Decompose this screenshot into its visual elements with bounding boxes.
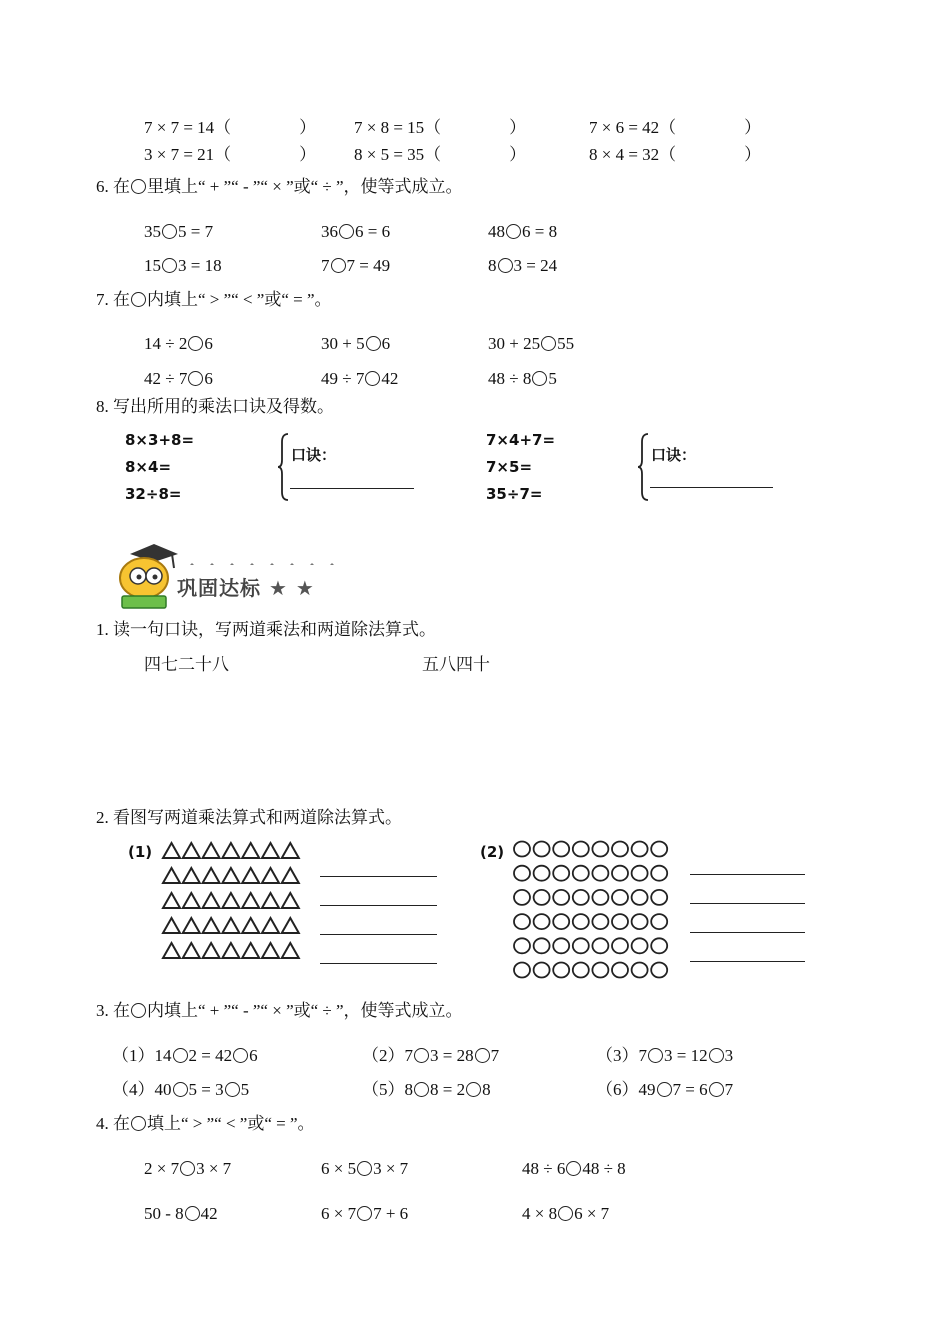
triangle-shape: [262, 843, 279, 858]
answer-line[interactable]: [690, 961, 805, 962]
circle-shape: [573, 963, 589, 978]
circle-shape: [632, 938, 648, 953]
circle-blank[interactable]: [506, 224, 521, 239]
s4-item: 48 ÷ 6 48 ÷ 8: [522, 1159, 626, 1178]
circle-blank[interactable]: [414, 1048, 429, 1063]
q6-item: 35 5 = 7: [144, 222, 214, 241]
triangle-shape: [242, 843, 259, 858]
circle-shape: [612, 914, 628, 929]
q6-item: 7 7 = 49: [321, 256, 391, 275]
circle-icon: [131, 292, 146, 307]
triangle-shape: [282, 918, 299, 933]
circle-shape: [632, 866, 648, 881]
triangle-shape: [163, 893, 180, 908]
circle-blank[interactable]: [466, 1082, 481, 1097]
q7-item: 48 ÷ 8 5: [488, 369, 557, 388]
dots-decoration: [182, 563, 342, 565]
answer-line[interactable]: [650, 487, 773, 488]
triangle-shape: [222, 843, 239, 858]
section-banner: 巩固达标 ★ ★: [177, 576, 315, 600]
triangle-shape: [203, 918, 220, 933]
section-2-title: 2. 看图写两道乘法算式和两道除法算式。: [96, 808, 402, 827]
answer-line[interactable]: [320, 905, 437, 906]
circle-shape: [534, 866, 550, 881]
circle-shape: [534, 963, 550, 978]
koujue-label: 口诀：: [651, 446, 697, 464]
triangle-shape: [222, 943, 239, 958]
koujue-label: 口诀：: [291, 446, 337, 464]
brace-icon: [276, 432, 292, 502]
circle-blank[interactable]: [233, 1048, 248, 1063]
triangle-shape: [183, 868, 200, 883]
triangle-shape: [262, 943, 279, 958]
circle-shape: [651, 914, 667, 929]
q7-item: 30 + 5 6: [321, 334, 391, 353]
circle-shape: [612, 866, 628, 881]
circle-shape: [553, 866, 569, 881]
circle-shape: [514, 914, 530, 929]
circle-shape: [553, 890, 569, 905]
circle-shape: [632, 963, 648, 978]
circle-shape: [514, 938, 530, 953]
circle-blank[interactable]: [365, 371, 380, 386]
triangle-shape: [183, 943, 200, 958]
equation-check-2: 7 × 8 = 15（ ）: [354, 118, 527, 137]
circle-shape: [612, 963, 628, 978]
mascot-icon: [110, 540, 180, 614]
triangle-shape: [262, 918, 279, 933]
circle-blank[interactable]: [475, 1048, 490, 1063]
circle-shape: [632, 914, 648, 929]
triangle-shape: [222, 893, 239, 908]
triangle-shape: [222, 918, 239, 933]
section-3-title: 3. 在 内填上“ + ”“ - ”“ × ”或“ ÷ ”，使等式成立。: [96, 1001, 463, 1020]
answer-line[interactable]: [690, 874, 805, 875]
triangle-shape: [222, 868, 239, 883]
circle-shape: [534, 938, 550, 953]
circle-blank[interactable]: [162, 224, 177, 239]
circle-blank[interactable]: [185, 1206, 200, 1221]
triangle-shape: [262, 868, 279, 883]
circle-shape: [592, 890, 608, 905]
triangle-shape: [242, 943, 259, 958]
circle-blank[interactable]: [180, 1161, 195, 1176]
brace-icon: [636, 432, 652, 502]
q8-left-expr: 32÷8=: [125, 485, 182, 503]
triangle-shape: [183, 918, 200, 933]
circle-blank[interactable]: [558, 1206, 573, 1221]
question-6-title: 6. 在 里填上“ + ”“ - ”“ × ”或“ ÷ ”，使等式成立。: [96, 177, 463, 196]
circle-shape: [553, 963, 569, 978]
triangle-shape: [282, 893, 299, 908]
circle-shape: [573, 866, 589, 881]
circle-shape: [553, 914, 569, 929]
circle-shape: [553, 842, 569, 857]
q8-right-expr: 7×5=: [486, 458, 533, 476]
circle-blank[interactable]: [566, 1161, 581, 1176]
circle-blank[interactable]: [173, 1082, 188, 1097]
circle-blank[interactable]: [173, 1048, 188, 1063]
circle-shape: [651, 890, 667, 905]
equation-check-4: 3 × 7 = 21（ ）: [144, 145, 317, 164]
answer-line[interactable]: [320, 934, 437, 935]
equation-check-1: 7 × 7 = 14（ ）: [144, 118, 317, 137]
q6-item: 8 3 = 24: [488, 256, 558, 275]
triangle-shape: [242, 918, 259, 933]
q8-right-expr: 7×4+7=: [486, 431, 556, 449]
triangle-shape: [203, 893, 220, 908]
circle-shape: [573, 890, 589, 905]
figure-1-label: (1): [128, 843, 153, 861]
s3-item: （2）7 3 = 28 7: [362, 1046, 500, 1065]
s3-item: （1）14 2 = 42 6: [112, 1046, 258, 1065]
triangle-shape: [163, 868, 180, 883]
q7-item: 30 + 25 55: [488, 334, 575, 353]
triangle-shape: [282, 868, 299, 883]
equation-check-3: 7 × 6 = 42（ ）: [589, 118, 762, 137]
circle-shape: [612, 938, 628, 953]
s4-item: 6 × 5 3 × 7: [321, 1159, 409, 1178]
section-1-title: 1. 读一句口诀，写两道乘法和两道除法算式。: [96, 620, 436, 639]
triangle-shape: [262, 893, 279, 908]
koujue-b: 五八四十: [422, 655, 490, 674]
circle-blank[interactable]: [357, 1161, 372, 1176]
circle-shape: [651, 963, 667, 978]
circle-icon: [131, 1003, 146, 1018]
circle-icon: [131, 1116, 146, 1131]
triangle-shape: [242, 893, 259, 908]
circle-blank[interactable]: [648, 1048, 663, 1063]
triangle-shape: [163, 843, 180, 858]
circle-shape: [592, 938, 608, 953]
triangle-shape: [282, 943, 299, 958]
triangle-shape: [183, 843, 200, 858]
triangle-shape: [183, 893, 200, 908]
s4-item: 50 - 8 42: [144, 1204, 218, 1223]
circle-shape: [514, 842, 530, 857]
circle-shape: [592, 866, 608, 881]
circle-shape: [651, 842, 667, 857]
circle-blank[interactable]: [188, 336, 203, 351]
triangle-grid: [160, 840, 305, 968]
circle-blank[interactable]: [414, 1082, 429, 1097]
circle-blank[interactable]: [339, 224, 354, 239]
figure-2-label: (2): [480, 843, 505, 861]
answer-line[interactable]: [320, 876, 437, 877]
circle-shape: [651, 866, 667, 881]
answer-line[interactable]: [690, 903, 805, 904]
s3-item: （6）49 7 = 6 7: [596, 1080, 734, 1099]
circle-shape: [592, 842, 608, 857]
triangle-shape: [163, 918, 180, 933]
circle-shape: [632, 890, 648, 905]
q6-item: 36 6 = 6: [321, 222, 391, 241]
q7-item: 49 ÷ 7 42: [321, 369, 399, 388]
circle-shape: [514, 890, 530, 905]
q6-item: 15 3 = 18: [144, 256, 222, 275]
triangle-shape: [203, 868, 220, 883]
circle-blank[interactable]: [331, 258, 346, 273]
s3-item: （4）40 5 = 3 5: [112, 1080, 250, 1099]
circle-icon: [131, 179, 146, 194]
s3-item: （5）8 8 = 2 8: [362, 1080, 491, 1099]
circle-shape: [592, 963, 608, 978]
circle-shape: [632, 842, 648, 857]
circle-shape: [514, 963, 530, 978]
circle-blank[interactable]: [357, 1206, 372, 1221]
triangle-shape: [282, 843, 299, 858]
circle-shape: [612, 890, 628, 905]
circle-shape: [534, 914, 550, 929]
circle-blank[interactable]: [188, 371, 203, 386]
circle-shape: [651, 938, 667, 953]
q8-right-expr: 35÷7=: [486, 485, 543, 503]
circle-shape: [612, 842, 628, 857]
circle-shape: [573, 914, 589, 929]
circle-blank[interactable]: [657, 1082, 672, 1097]
circle-blank[interactable]: [541, 336, 556, 351]
triangle-shape: [242, 868, 259, 883]
circle-blank[interactable]: [366, 336, 381, 351]
circle-shape: [534, 842, 550, 857]
triangle-shape: [163, 943, 180, 958]
s4-item: 4 × 8 6 × 7: [522, 1204, 610, 1223]
answer-line[interactable]: [690, 932, 805, 933]
circle-blank[interactable]: [532, 371, 547, 386]
triangle-shape: [203, 943, 220, 958]
equation-check-5: 8 × 5 = 35（ ）: [354, 145, 527, 164]
circle-grid: [510, 838, 675, 984]
koujue-a: 四七二十八: [144, 655, 229, 674]
circle-blank[interactable]: [709, 1048, 724, 1063]
circle-blank[interactable]: [162, 258, 177, 273]
circle-shape: [534, 890, 550, 905]
triangle-shape: [203, 843, 220, 858]
question-7-title: 7. 在 内填上“ > ”“ < ”或“ = ”。: [96, 290, 332, 309]
q7-item: 14 ÷ 2 6: [144, 334, 213, 353]
answer-line[interactable]: [290, 488, 414, 489]
circle-blank[interactable]: [498, 258, 513, 273]
circle-shape: [592, 914, 608, 929]
equation-check-6: 8 × 4 = 32（ ）: [589, 145, 762, 164]
q8-left-expr: 8×3+8=: [125, 431, 195, 449]
q8-left-expr: 8×4=: [125, 458, 172, 476]
circle-shape: [553, 938, 569, 953]
s4-item: 6 × 7 7 + 6: [321, 1204, 409, 1223]
circle-shape: [573, 842, 589, 857]
section-4-title: 4. 在 填上“ > ”“ < ”或“ = ”。: [96, 1114, 315, 1133]
circle-blank[interactable]: [225, 1082, 240, 1097]
q7-item: 42 ÷ 7 6: [144, 369, 213, 388]
q6-item: 48 6 = 8: [488, 222, 558, 241]
circle-shape: [514, 866, 530, 881]
circle-shape: [573, 938, 589, 953]
s4-item: 2 × 7 3 × 7: [144, 1159, 232, 1178]
question-8-title: 8. 写出所用的乘法口诀及得数。: [96, 397, 334, 416]
s3-item: （3）7 3 = 12 3: [596, 1046, 734, 1065]
circle-blank[interactable]: [709, 1082, 724, 1097]
answer-line[interactable]: [320, 963, 437, 964]
